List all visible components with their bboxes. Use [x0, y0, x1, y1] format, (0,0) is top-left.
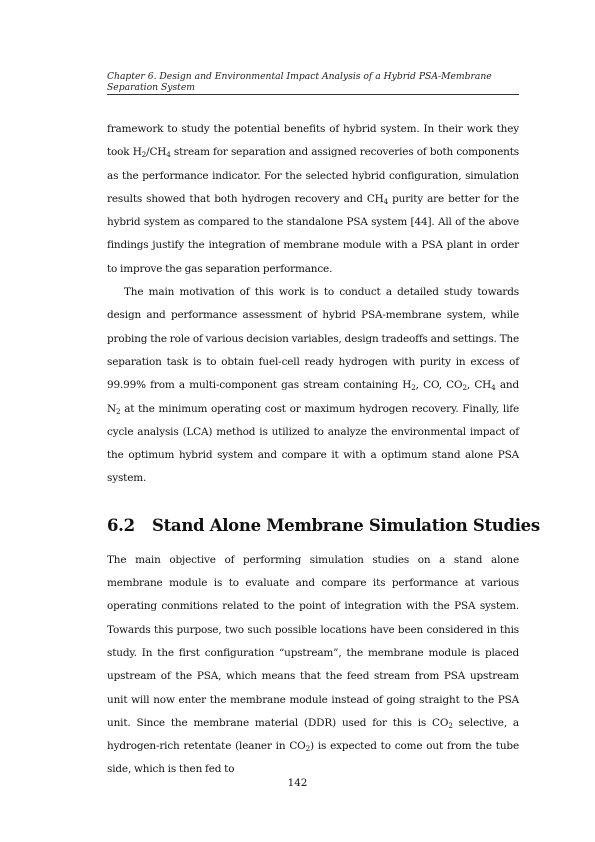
paragraph-hybrid-benefits — [107, 118, 519, 281]
text-run: The main motivation of this work is to conduct a detailed study towards design and performance assessment of hybrid PSA-membrane system, while probing the role of various decision variables, design tradeoffs and settings. The separation task is to obtain fuel-cell ready hydrogen with purity in excess of 99.99% from a multi-component gas stream containing H — [107, 286, 519, 392]
paragraph-objective — [107, 549, 519, 782]
text-run: selective, a hydrogen-rich retentate (leaner in CO — [107, 716, 519, 753]
subscript: 2 — [115, 406, 121, 416]
section-number: 6.2 — [107, 515, 135, 535]
running-header: Chapter 6. Design and Environmental Impact Analysis of a Hybrid PSA-Membrane Separation System — [107, 71, 519, 95]
text-run: purity are better for the hybrid system as compared to the standalone PSA system [44]. All of the above findings justify the integration of membrane module with a PSA plant in order to improve the gas separation performance. — [107, 192, 520, 275]
subscript: 2 — [462, 383, 467, 393]
text-run: The main objective of performing simulation studies on a stand alone membrane module is to evaluate and compare its performance at various operating conmitions related to the point of integration with the PSA system. Towards this purpose, two such possible locations have been considered in this study. In the first configuration “upstream”, the membrane module is placed upstream of the PSA, which means that the feed stream from PSA upstream unit will now enter the membrane module instead of going straight to the PSA unit. Since the membrane material (DDR) used for this is CO — [107, 553, 519, 729]
text-run: /CH — [146, 146, 167, 159]
text-run: , CH — [466, 379, 492, 392]
subscript: 4 — [491, 383, 496, 393]
subscript: 2 — [141, 150, 147, 160]
subscript: 2 — [305, 744, 311, 754]
subscript: 2 — [411, 383, 416, 393]
text-run: ) is expected to come out from the tube side, which is then fed to — [107, 740, 519, 776]
subscript: 4 — [383, 196, 389, 206]
text-run: , CO, CO — [415, 379, 463, 392]
text-run: and N — [107, 379, 520, 415]
subscript: 2 — [448, 720, 453, 730]
paragraph-motivation — [107, 281, 519, 491]
subscript: 4 — [166, 150, 171, 160]
text-run: stream for separation and assigned recoveries of both components as the performance indicator. For the selected hybrid configuration, simulation results showed that both hydrogen recovery and CH — [107, 146, 519, 205]
text-run: framework to study the potential benefits of hybrid system. In their work they took H — [107, 123, 519, 159]
section-heading — [107, 514, 540, 538]
page-number: 142 — [287, 777, 308, 789]
section-title: Stand Alone Membrane Simulation Studies — [152, 515, 540, 535]
text-run: at the minimum operating cost or maximum hydrogen recovery. Finally, life cycle analysis (LCA) method is utilized to analyze the environmental impact of the optimum hybrid system and compare it with a optimum stand alone PSA system. — [107, 402, 519, 485]
page-body — [107, 118, 540, 782]
